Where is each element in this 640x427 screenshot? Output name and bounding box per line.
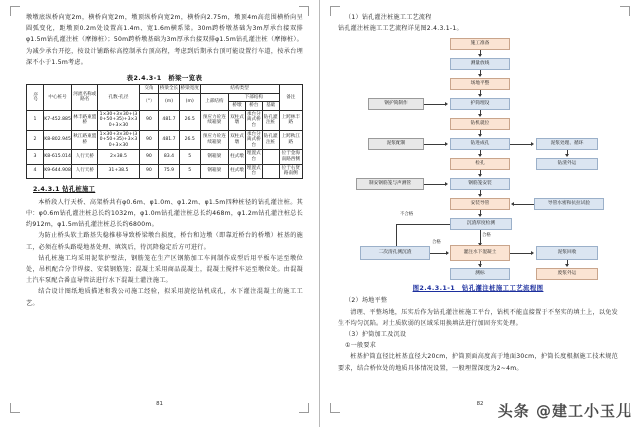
cell-width: 26.5 bbox=[179, 130, 200, 150]
cell-upper: 预应力砼连续箱梁 bbox=[200, 130, 229, 150]
arrow-down-icon bbox=[478, 54, 482, 57]
heading-item-3: （3）护筒加工及沉设 bbox=[345, 331, 407, 339]
cell-angle: 90 bbox=[139, 164, 158, 178]
th-pier: 桥墩 bbox=[229, 102, 246, 111]
th-angle-unit: （°） bbox=[139, 93, 158, 110]
cell-abutment: 承台分离式桥台 bbox=[245, 130, 262, 150]
cell-pier: 柱式墩 bbox=[229, 150, 246, 164]
label-pass-left: 合格 bbox=[432, 240, 441, 246]
paragraph-design-conclusion: 结合设计图纸地质描述和我公司施工经验，拟采用旋挖钻机成孔，水下灌注混凝土的施工工艺。 bbox=[26, 288, 303, 307]
subheading-item-3-general: ①一般要求 bbox=[345, 342, 377, 350]
table-row bbox=[27, 164, 303, 178]
flow-node-drilling: 钻进成孔 bbox=[450, 138, 510, 150]
cell-foundation: 钻孔灌注桩 bbox=[262, 130, 279, 150]
cell-foundation: 钻孔灌注桩 bbox=[262, 110, 279, 130]
flow-node-second-cleaning: 二次清孔测沉渣 bbox=[360, 246, 430, 260]
th-no: 序号 bbox=[27, 85, 44, 111]
cell-width: 26.5 bbox=[179, 110, 200, 130]
watermark: 头条 @建工小玉儿 bbox=[497, 402, 632, 420]
th-foundation: 基础 bbox=[262, 102, 279, 111]
flow-node-casing-installation: 护筒埋设 bbox=[450, 98, 510, 110]
crop-mark-icon bbox=[620, 6, 630, 16]
cell-spans: 1×30+3×30+(30+50+35)+3×30+3×30 bbox=[98, 130, 139, 150]
arrow-left-icon bbox=[511, 202, 514, 206]
cell-width: 5 bbox=[179, 164, 200, 178]
flow-node-waste-slurry-removal: 废浆外运 bbox=[536, 268, 598, 280]
arrow-right-icon bbox=[531, 251, 534, 255]
cell-width: 5 bbox=[179, 150, 200, 164]
connector bbox=[510, 253, 532, 254]
arrow-right-icon bbox=[445, 102, 448, 106]
flow-node-concrete-pouring: 灌注水下混凝土 bbox=[450, 245, 510, 261]
cell-remark: 位于右贤路南侧 bbox=[279, 164, 302, 178]
cell-upper: 钢箱梁 bbox=[200, 164, 229, 178]
cell-river: 人行天桥 bbox=[72, 150, 98, 164]
cell-angle: 90 bbox=[139, 130, 158, 150]
table-row bbox=[27, 150, 303, 164]
page-number-left: 81 bbox=[156, 401, 163, 407]
cell-length: 75.9 bbox=[159, 164, 180, 178]
cell-no: 1 bbox=[27, 110, 44, 130]
arrow-down-icon bbox=[478, 114, 482, 117]
connector bbox=[424, 144, 446, 145]
cell-no: 4 bbox=[27, 164, 44, 178]
table-row bbox=[27, 130, 303, 150]
page-right bbox=[320, 0, 640, 427]
cell-station: K9-644.908 bbox=[43, 164, 72, 178]
text-item-3: 桩基护筒直径比桩基直径大20cm，护筒顶面高度高于地面30cm，护筒长度根据施工技术规范要求，结合桥位处的地质具体情况设置，一般埋置深度为2~4m。 bbox=[338, 353, 618, 372]
paragraph-pile-diameters: 本桥段人行天桥、高架桥共有φ0.6m、φ1.0m、φ1.2m、φ1.5m四种桩径的钻孔灌注桩。其中：φ0.6m钻孔灌注桩总长约1032m，φ1.0m钻孔灌注桩总长约468m，φ1.2m钻孔灌注桩总长约912m，φ1.5m钻孔灌注桩总长约6800m。 bbox=[26, 198, 303, 229]
paragraph-abutment-stability: 为防止桥头软土路基失稳推移导致桥梁墩台损度，桥台和边墩（即靠近桥台的桥墩）桩基的施工，必须在桥头路堤地基处理、填筑后，待沉降稳定后方可进行。 bbox=[26, 232, 303, 251]
flow-node-spoil-removal: 钻渣外运 bbox=[536, 158, 598, 170]
arrow-down-icon bbox=[565, 264, 569, 267]
text-item-2: 清理、平整场地，压实后作为钻孔灌注桩施工平台，钻机不能直接置于不坚实的填土上，以免发生不均匀沉陷。对土质软弱的区域采用换填法进行加固夯实处理。 bbox=[338, 308, 618, 327]
flow-node-survey: 测量放线 bbox=[450, 58, 510, 70]
cell-river: 秋江路東盟桥 bbox=[72, 130, 98, 150]
label-fail: 不合格 bbox=[400, 212, 414, 218]
table-row bbox=[27, 110, 303, 130]
th-length-unit: (m) bbox=[159, 93, 180, 110]
arrow-down-icon bbox=[478, 134, 482, 137]
flow-node-measurement: 测标 bbox=[450, 268, 510, 280]
th-river: 河流名称或路名 bbox=[72, 85, 98, 111]
cell-spans: 31+38.5 bbox=[98, 164, 139, 178]
crop-mark-icon bbox=[299, 6, 309, 16]
arrow-right-icon bbox=[445, 182, 448, 186]
connector-fail bbox=[396, 224, 450, 225]
cell-abutment: 承台分离式桥台 bbox=[245, 110, 262, 130]
th-length: 桥梁全长 bbox=[159, 85, 180, 94]
cell-length: 83.4 bbox=[159, 150, 180, 164]
cell-spans: 2×38.5 bbox=[98, 150, 139, 164]
th-abutment: 桥台 bbox=[245, 102, 262, 111]
flow-node-hole-inspection: 检孔 bbox=[450, 158, 510, 170]
th-remark: 备注 bbox=[279, 85, 302, 111]
flow-node-slurry-recycle: 泥浆回收 bbox=[536, 246, 598, 260]
cell-length: 481.7 bbox=[159, 110, 180, 130]
th-station: 中心桩号 bbox=[43, 85, 72, 111]
flow-node-preparation: 施工准备 bbox=[450, 38, 510, 50]
arrow-down-icon bbox=[478, 194, 482, 197]
arrow-down-icon bbox=[565, 154, 569, 157]
th-lower-structure: 下部结构 bbox=[229, 93, 280, 102]
page-number-right: 82 bbox=[476, 401, 484, 407]
cell-angle: 90 bbox=[139, 110, 158, 130]
cell-station: K8-615.014 bbox=[43, 150, 72, 164]
cell-spans: 1×30+3×30+(30+50+35)+3×30+3×30 bbox=[98, 110, 139, 130]
intro-paragraph: 墩墩底纵桥向宽2m，横桥向宽2m，墩顶纵桥向宽2m，横桥向2.75m，墩顶4m高范围横桥向呈圆弧变化，距墩顶0.2m处设置高1.4m、宽1.6m横系梁。30m跨桥墩基础为3m厚承台接双排φ1.5m钻孔灌注桩（摩擦桩）；50m跨桥墩基础为3m厚承台接双排φ1.5m钻孔灌注桩（摩擦桩）。为减少承台开挖，按设计铺路标高控制承台顶高程，考虑到后期承台顶可能设置行车道，按承台埋深不小于1.5m考虑。 bbox=[26, 14, 303, 66]
cell-station: K7-452.885 bbox=[43, 110, 72, 130]
crop-mark-icon bbox=[330, 6, 340, 16]
section-heading-drilled-pile: 2.4.3.1 钻孔桩施工 bbox=[33, 185, 96, 193]
cell-pier: 双柱式墩 bbox=[229, 130, 246, 150]
cell-station: K8-802.945 bbox=[43, 130, 72, 150]
flow-node-cage-installation: 钢筋笼安装 bbox=[450, 178, 510, 190]
connector bbox=[510, 144, 532, 145]
cell-river: 人行天桥 bbox=[72, 164, 98, 178]
label-pass-vertical: 合格 bbox=[482, 233, 491, 239]
flow-node-slurry-mixing: 泥浆配制 bbox=[368, 138, 424, 150]
cell-pier: 双柱式墩 bbox=[229, 110, 246, 130]
flow-node-slurry-treatment: 泥浆处理、循环 bbox=[536, 138, 598, 150]
figure-caption: 图2.4.3.1-1 钻孔灌注桩施工工艺流程图 bbox=[412, 284, 544, 293]
arrow-down-icon bbox=[478, 74, 482, 77]
cell-no: 3 bbox=[27, 150, 44, 164]
th-width-unit: (m) bbox=[179, 93, 200, 110]
cell-foundation bbox=[262, 164, 279, 178]
bridge-table bbox=[26, 84, 303, 179]
arrow-down-icon bbox=[478, 214, 482, 217]
cell-river: 林丰路東盟桥 bbox=[72, 110, 98, 130]
th-upper-structure: 上部结构 bbox=[200, 93, 229, 110]
th-spans: 孔数-孔径 bbox=[98, 85, 139, 111]
arrow-down-icon bbox=[478, 154, 482, 157]
connector bbox=[424, 184, 446, 185]
th-width: 桥梁宽度 bbox=[179, 85, 200, 94]
cell-remark: 上跨秋江路 bbox=[279, 130, 302, 150]
flow-node-sediment-check: 沉渣厚度检测 bbox=[450, 218, 512, 230]
flow-node-casing-fabrication: 钢护筒制作 bbox=[368, 98, 424, 110]
cell-abutment: 埋置式台 bbox=[245, 150, 262, 164]
cell-upper: 钢箱梁 bbox=[200, 150, 229, 164]
flow-node-cage-fabrication: 制安钢筋笼与声测管 bbox=[356, 178, 424, 190]
arrow-down-icon bbox=[478, 94, 482, 97]
heading-item-2: （2）场地平整 bbox=[345, 297, 388, 305]
connector bbox=[424, 104, 446, 105]
arrow-right-icon bbox=[446, 251, 449, 255]
arrow-right-icon bbox=[445, 142, 448, 146]
cell-upper: 预应力砼连续箱梁 bbox=[200, 110, 229, 130]
flow-node-tremie-test: 导管水密和抗拉试验 bbox=[534, 198, 604, 210]
cell-abutment: 埋置式台 bbox=[245, 164, 262, 178]
text-item-1: 钻孔灌注桩施工工艺流程详见图2.4.3.1-1。 bbox=[338, 25, 463, 33]
arrow-down-icon bbox=[478, 174, 482, 177]
th-structure-group: 结构类型 bbox=[200, 85, 279, 94]
cell-pier: 柱式墩 bbox=[229, 164, 246, 178]
flow-node-rig-positioning: 钻机就位 bbox=[450, 118, 510, 130]
cell-length: 481.7 bbox=[159, 130, 180, 150]
crop-mark-icon bbox=[10, 6, 20, 16]
cell-no: 2 bbox=[27, 130, 44, 150]
flow-node-site-leveling: 场地平整 bbox=[450, 78, 510, 90]
cell-remark: 上跨林丰路 bbox=[279, 110, 302, 130]
flow-node-tremie-installation: 安装导管 bbox=[450, 198, 510, 210]
table-title: 表2.4.3-1 桥梁一览表 bbox=[126, 74, 203, 83]
heading-item-1: （1）钻孔灌注桩施工工艺流程 bbox=[345, 14, 432, 21]
cell-foundation bbox=[262, 150, 279, 164]
table-header-row bbox=[27, 85, 303, 94]
arrow-right-icon bbox=[531, 142, 534, 146]
paragraph-construction-method: 钻孔桩施工均采用泥浆护壁法，钢筋笼在生产区钢筋加工车间制作成型后用平板车运至墩位处，吊机配合分节焊接、安装钢筋笼；混凝土采用商品混凝土，混凝土搅拌车运至墩位处。由混凝土汽车泵配合番直导管法进行水下混凝土灌注施工。 bbox=[26, 254, 303, 285]
th-angle: 交角 bbox=[139, 85, 158, 94]
connector bbox=[514, 204, 534, 205]
cell-angle: 90 bbox=[139, 150, 158, 164]
cell-remark: 位于金海南路西侧 bbox=[279, 150, 302, 164]
process-flowchart bbox=[338, 36, 618, 278]
arrow-down-icon bbox=[478, 264, 482, 267]
